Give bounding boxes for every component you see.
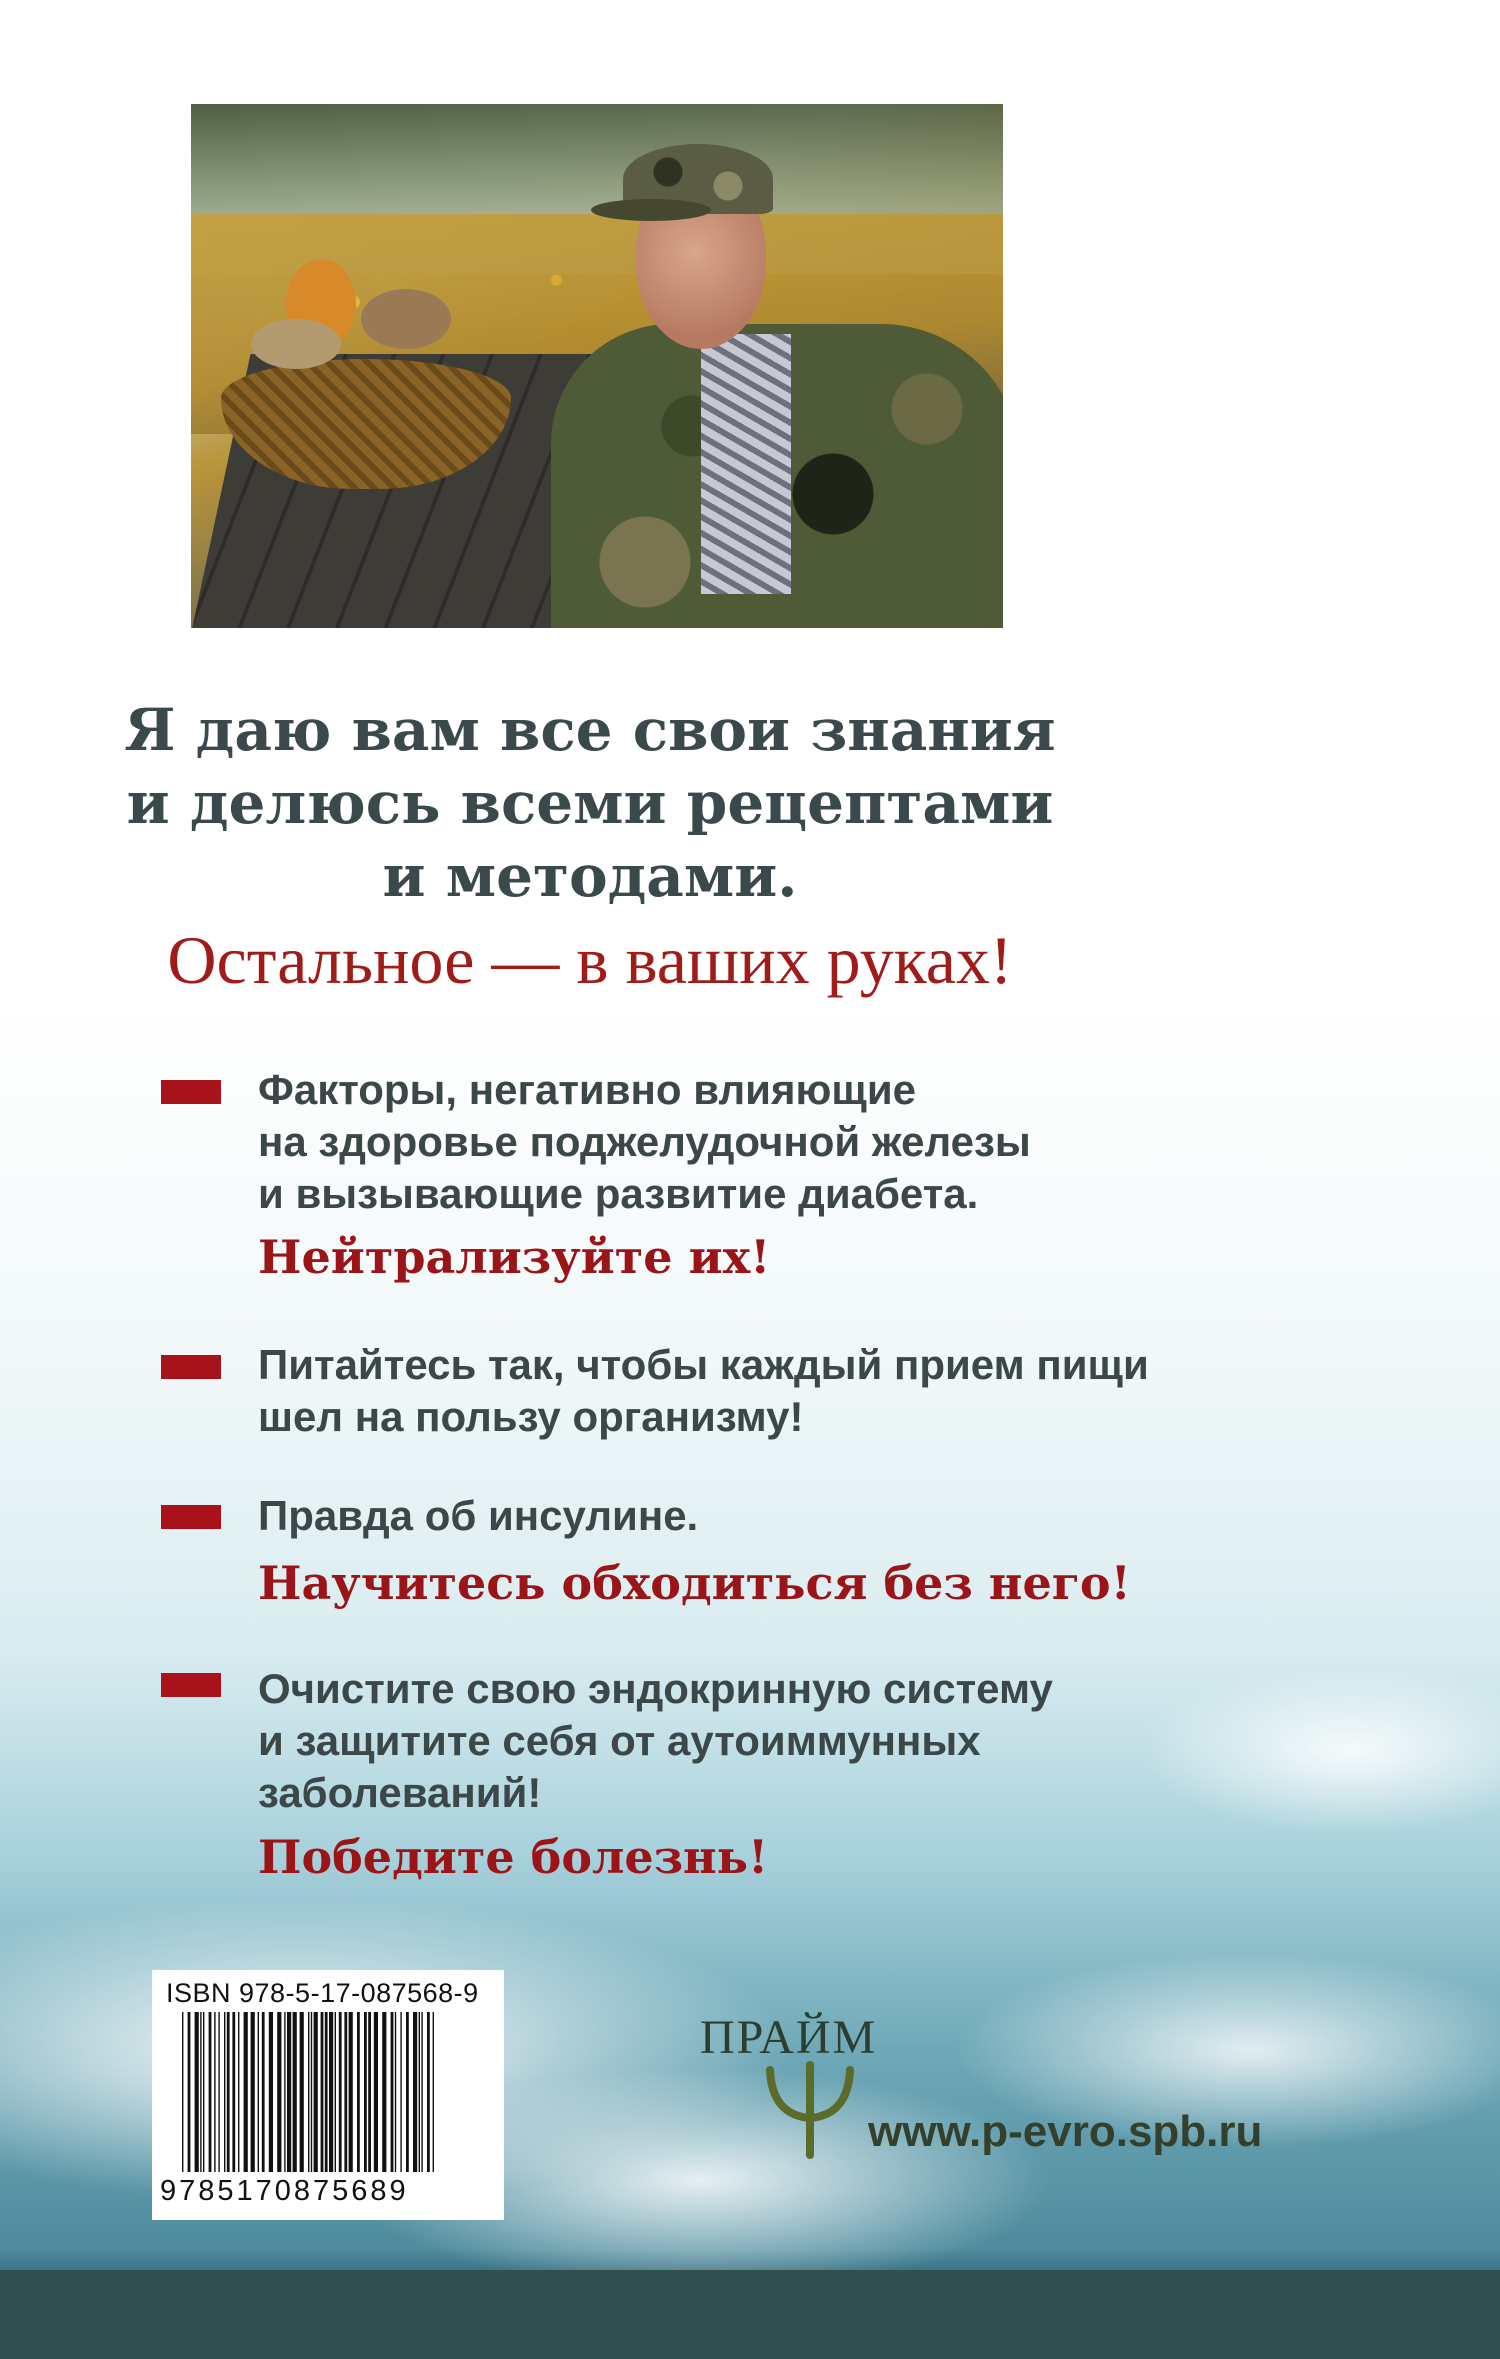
barcode-bar: [329, 2012, 333, 2172]
bullet-1-accent: Нейтрализуйте их!: [258, 1230, 771, 1284]
barcode-bar: [391, 2012, 394, 2172]
author-photo: [191, 104, 1003, 628]
barcode-bar: [244, 2012, 248, 2172]
bullet-line: и вызывающие развитие диабета.: [258, 1170, 979, 1217]
bullet-1-text: [258, 1064, 1258, 1220]
barcode-bar: [421, 2012, 422, 2172]
bullet-line: Факторы, негативно влияющие: [258, 1066, 916, 1113]
bottom-band: [0, 2270, 1500, 2359]
publisher-name: ПРАЙМ: [700, 2011, 878, 2064]
bullet-line: Питайтесь так, чтобы каждый прием пищи: [258, 1341, 1149, 1388]
barcode-bar: [311, 2012, 312, 2172]
barcode-bars: [182, 2012, 482, 2172]
barcode-bar: [335, 2012, 336, 2172]
barcode-bar: [364, 2012, 367, 2172]
bullet-line: и защитите себя от аутоиммунных: [258, 1717, 981, 1764]
barcode-bar: [209, 2012, 212, 2172]
barcode-bar: [321, 2012, 324, 2172]
bullet-3-accent: Научитесь обходиться без него!: [258, 1556, 1131, 1610]
bullet-line: Очистите свою эндокринную систему: [258, 1665, 1053, 1712]
barcode-bar: [314, 2012, 318, 2172]
barcode-bar: [427, 2012, 430, 2172]
barcode-bar: [287, 2012, 291, 2172]
barcode-bar: [339, 2012, 342, 2172]
bullet-marker: [161, 1355, 221, 1379]
bullet-4-text: [258, 1663, 1258, 1819]
barcode-bar: [232, 2012, 235, 2172]
bullet-marker: [161, 1505, 221, 1529]
barcode-bar: [357, 2012, 360, 2172]
headline-line-2: и делюсь всеми рецептами: [126, 769, 1054, 837]
barcode-bar: [293, 2012, 297, 2172]
barcode-bar: [269, 2012, 273, 2172]
barcode-bar: [258, 2012, 259, 2172]
photo-mushroom: [251, 319, 341, 369]
barcode-bar: [203, 2012, 204, 2172]
barcode-bar: [251, 2012, 255, 2172]
barcode-bar: [300, 2012, 304, 2172]
barcode-bar: [284, 2012, 285, 2172]
bullet-line: на здоровье поджелудочной железы: [258, 1118, 1031, 1165]
barcode-bar: [277, 2012, 281, 2172]
photo-mushroom: [361, 289, 451, 349]
bullet-line: шел на пользу организму!: [258, 1393, 804, 1440]
bullet-2-text: [258, 1339, 1258, 1443]
barcode-bar: [227, 2012, 230, 2172]
barcode-bar: [395, 2012, 396, 2172]
barcode-bar: [200, 2012, 201, 2172]
barcode-bar: [214, 2012, 215, 2172]
barcode-bar: [419, 2012, 420, 2172]
barcode-bar: [349, 2012, 353, 2172]
barcode-bar: [325, 2012, 328, 2172]
barcode-bar: [224, 2012, 225, 2172]
bullet-line: Правда об инсулине.: [258, 1492, 699, 1539]
barcode-bar: [368, 2012, 371, 2172]
headline-line-3: и методами.: [382, 842, 798, 910]
bullet-4-accent: Победите болезнь!: [258, 1830, 769, 1884]
headline-line-1: Я даю вам все свои знания: [124, 696, 1056, 764]
barcode-bar: [406, 2012, 409, 2172]
barcode-bar: [218, 2012, 219, 2172]
barcode-bar: [344, 2012, 347, 2172]
barcode-bar: [195, 2012, 199, 2172]
isbn-barcode: [152, 1970, 504, 2220]
barcode-bar: [308, 2012, 309, 2172]
barcode-bar: [400, 2012, 401, 2172]
bullet-3-text: [258, 1490, 1258, 1542]
tagline: Остальное — в ваших руках!: [167, 922, 1013, 998]
publisher-psi-logo-icon: [750, 2060, 870, 2160]
barcode-bar: [188, 2012, 191, 2172]
bullet-line: заболеваний!: [258, 1769, 542, 1816]
photo-cap-visor: [591, 199, 711, 221]
barcode-bar: [413, 2012, 417, 2172]
bullet-marker: [161, 1673, 221, 1697]
bullet-marker: [161, 1080, 221, 1104]
photo-man: [531, 144, 1003, 628]
barcode-bar: [238, 2012, 239, 2172]
barcode-bar: [433, 2012, 434, 2172]
barcode-digits: 9785170875689: [160, 2175, 409, 2207]
barcode-bar: [262, 2012, 265, 2172]
isbn-number: ISBN 978-5-17-087568-9: [166, 1978, 479, 2008]
photo-shirt: [701, 334, 791, 594]
barcode-bar: [182, 2012, 183, 2172]
barcode-bar: [382, 2012, 386, 2172]
publisher-website: www.p-evro.spb.ru: [868, 2107, 1263, 2156]
barcode-bar: [374, 2012, 378, 2172]
